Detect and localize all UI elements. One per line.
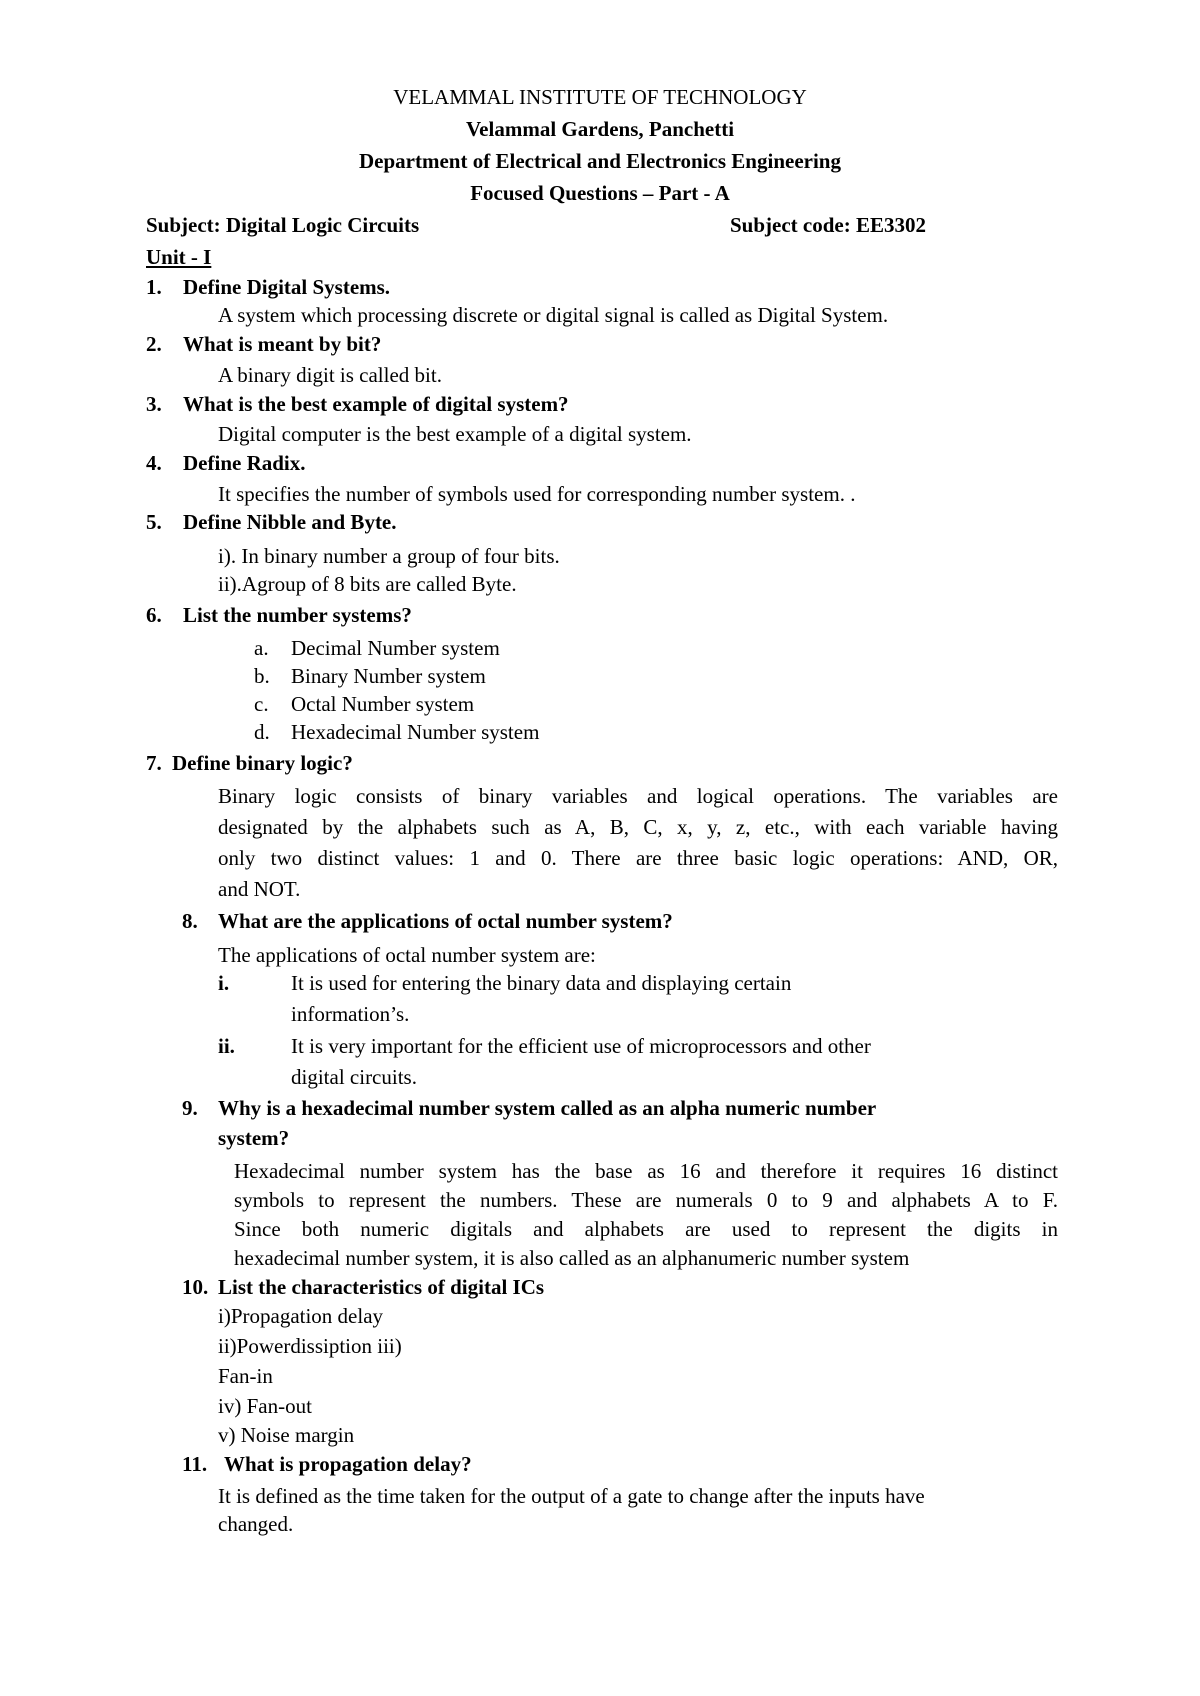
question-number: 2. bbox=[146, 332, 162, 356]
answer-intro: The applications of octal number system are: bbox=[218, 943, 596, 967]
question-text: system? bbox=[218, 1126, 290, 1150]
answer-text: A binary digit is called bit. bbox=[218, 363, 442, 387]
answer-line: only two distinct values: 1 and 0. There are three basic logic operations: AND, OR, bbox=[218, 846, 1058, 870]
answer-line: Fan-in bbox=[218, 1364, 273, 1388]
answer-line: symbols to represent the numbers. These are numerals 0 to 9 and alphabets A to F. bbox=[234, 1188, 1058, 1212]
question-text: What are the applications of octal number system? bbox=[218, 909, 673, 933]
list-item: Binary Number system bbox=[291, 664, 486, 688]
institute-address: Velammal Gardens, Panchetti bbox=[465, 117, 735, 141]
document-title: Focused Questions – Part - A bbox=[470, 181, 730, 205]
question-text: What is propagation delay? bbox=[224, 1452, 472, 1476]
question-number: 10. bbox=[182, 1275, 209, 1299]
answer-text: ii).Agroup of 8 bits are called Byte. bbox=[218, 572, 517, 596]
answer-line: Hexadecimal number system has the base as 16 and therefore it requires 16 distinct bbox=[234, 1159, 1058, 1183]
institute-name: VELAMMAL INSTITUTE OF TECHNOLOGY bbox=[393, 85, 807, 109]
question-number: 7. bbox=[146, 751, 162, 775]
question-number: 11. bbox=[182, 1452, 208, 1476]
answer-line: Binary logic consists of binary variables and logical operations. The variables are bbox=[218, 784, 1058, 808]
question-text: Define Nibble and Byte. bbox=[183, 510, 397, 534]
answer-text: i). In binary number a group of four bits. bbox=[218, 544, 560, 568]
list-marker: i. bbox=[218, 971, 230, 995]
question-number: 6. bbox=[146, 603, 162, 627]
question-number: 8. bbox=[182, 909, 198, 933]
answer-line: changed. bbox=[218, 1512, 294, 1536]
list-item: Hexadecimal Number system bbox=[291, 720, 540, 744]
answer-line: hexadecimal number system, it is also called as an alphanumeric number system bbox=[234, 1246, 910, 1270]
question-text: Define Digital Systems. bbox=[183, 275, 391, 299]
list-marker: d. bbox=[254, 720, 270, 744]
answer-line: ii)Powerdissiption iii) bbox=[218, 1334, 402, 1358]
list-item: It is very important for the efficient use of microprocessors and other bbox=[291, 1034, 871, 1058]
answer-text: It specifies the number of symbols used for corresponding number system. . bbox=[218, 482, 856, 506]
answer-line: v) Noise margin bbox=[218, 1423, 355, 1447]
list-marker: a. bbox=[254, 636, 269, 660]
question-text: Define binary logic? bbox=[172, 751, 353, 775]
answer-text: Digital computer is the best example of a digital system. bbox=[218, 422, 692, 446]
answer-line: i)Propagation delay bbox=[218, 1304, 384, 1328]
list-marker: ii. bbox=[218, 1034, 235, 1058]
question-text: List the characteristics of digital ICs bbox=[218, 1275, 545, 1299]
list-marker: b. bbox=[254, 664, 270, 688]
question-text: Define Radix. bbox=[183, 451, 306, 475]
question-text: List the number systems? bbox=[183, 603, 412, 627]
list-item: digital circuits. bbox=[291, 1065, 417, 1089]
list-item: Octal Number system bbox=[291, 692, 475, 716]
list-item: Decimal Number system bbox=[291, 636, 500, 660]
answer-line: It is defined as the time taken for the output of a gate to change after the inputs have bbox=[218, 1484, 925, 1508]
answer-line: Since both numeric digitals and alphabets are used to represent the digits in bbox=[234, 1217, 1058, 1241]
question-number: 1. bbox=[146, 275, 162, 299]
list-item: It is used for entering the binary data and displaying certain bbox=[291, 971, 792, 995]
answer-text: A system which processing discrete or digital signal is called as Digital System. bbox=[218, 303, 889, 327]
question-number: 9. bbox=[182, 1096, 198, 1120]
question-number: 4. bbox=[146, 451, 162, 475]
answer-line: designated by the alphabets such as A, B, C, x, y, z, etc., with each variable having bbox=[218, 815, 1058, 839]
list-marker: c. bbox=[254, 692, 269, 716]
answer-line: iv) Fan-out bbox=[218, 1394, 312, 1418]
answer-line: and NOT. bbox=[218, 877, 301, 901]
subject-code: Subject code: EE3302 bbox=[730, 213, 926, 237]
subject-name: Subject: Digital Logic Circuits bbox=[146, 213, 420, 237]
question-text: Why is a hexadecimal number system called as an alpha numeric number bbox=[218, 1096, 877, 1120]
unit-heading: Unit - I bbox=[146, 245, 212, 269]
department-name: Department of Electrical and Electronics Engineering bbox=[359, 149, 841, 173]
question-number: 3. bbox=[146, 392, 162, 416]
question-text: What is the best example of digital system? bbox=[183, 392, 569, 416]
list-item: information’s. bbox=[291, 1002, 410, 1026]
question-number: 5. bbox=[146, 510, 162, 534]
question-text: What is meant by bit? bbox=[183, 332, 382, 356]
